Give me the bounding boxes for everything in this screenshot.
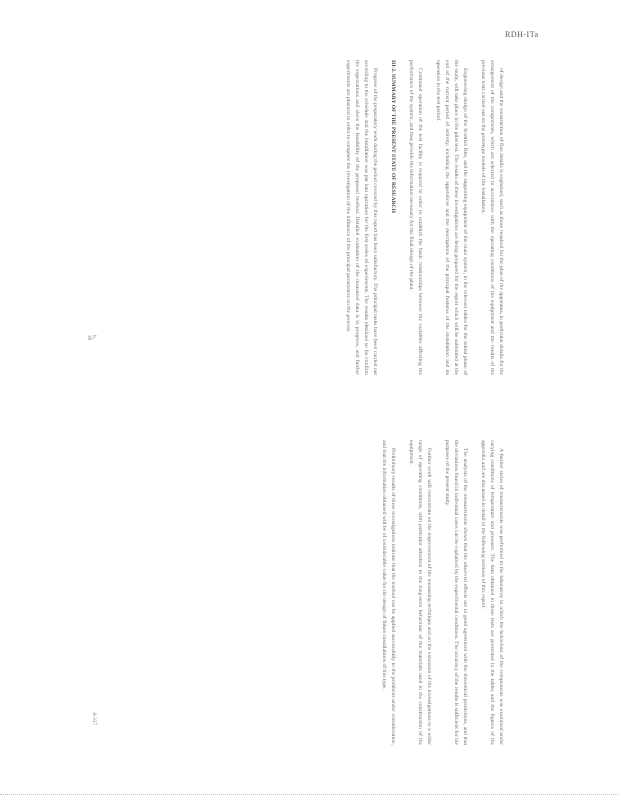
document-code: RDH-ITa — [505, 30, 539, 39]
upper-paragraph-1: of design and the construction of fine details is explained, such as those required for the plan of the apparatus, in particular details for the arrangement of the components, which are selected in accordance with the operating conditions of the equipment and the results of the previous tests carried out on the prototype models of the installation. — [480, 60, 504, 375]
lower-text-block — [230, 440, 505, 750]
section-paragraph-1: Progress of the preparatory work during the period covered by this report has been satisfactory. The principal tasks have been carried out according to the schedule and the installation was put into operation for the first series of experiments. The results obtained so far confirm the expectations and show the feasibility of the proposed method. Detailed evaluation of the measured data is in progress, and further experiments are planned in order to complete the investigation of the influence of the principal parameters on the process. — [345, 60, 378, 375]
lower-paragraph-1: A further series of measurements was performed in the laboratory in which the behaviour of the components was examined under varying conditions of temperature and pressure. The data obtained in these tests are presented in the tables and the figures of the appendix and are discussed in detail in the following sections of this report. — [480, 440, 504, 745]
bottom-dotted-rule — [0, 794, 618, 795]
upper-paragraph-3: Continued operation of the test facility is required in order to establish the basic relationships between the variables affecting the performance of the system, and thus provide the information necessary for the final design of the plant. — [408, 60, 423, 375]
page-marker-bottom: A-337 — [91, 712, 96, 725]
page-marker-top: b₁ 38 — [86, 335, 96, 340]
section-heading: III-2. SUMMARY OF THE PRESENT STATE OF RESEARCH — [390, 60, 396, 213]
lower-paragraph-4: Preliminary results of these investigations indicate that the method can be applied successfully to the problems under consideration, and that the information obtained will be of considerable value for the design of future installations of this type. — [381, 440, 396, 745]
upper-paragraph-2: Engineering design of the Scottish Rite, and the supporting equipment of the main system, in the relevant tables for the initial phase of the study, will take place in the pilot test. The results of these investigations are being prepared for the report which will be submitted at the end of the current period of activity, including the appendices and the descriptions of the principal features of the installation and its operation in the test period. — [435, 60, 468, 375]
lower-paragraph-2: The analysis of the measurements shows that the observed effects are in good agreement with the theoretical predictions, and that the deviations found in individual cases can be explained by the experimental conditions. The accuracy of the results is sufficient for the purposes of the present study. — [444, 440, 468, 745]
lower-paragraph-3: Further work will concentrate on the improvement of the measuring technique and on the extension of the investigations to a wider range of operating conditions, with particular attention to the long-term behaviour of the materials used in the construction of the equipment. — [408, 440, 432, 745]
upper-text-block — [105, 60, 505, 380]
